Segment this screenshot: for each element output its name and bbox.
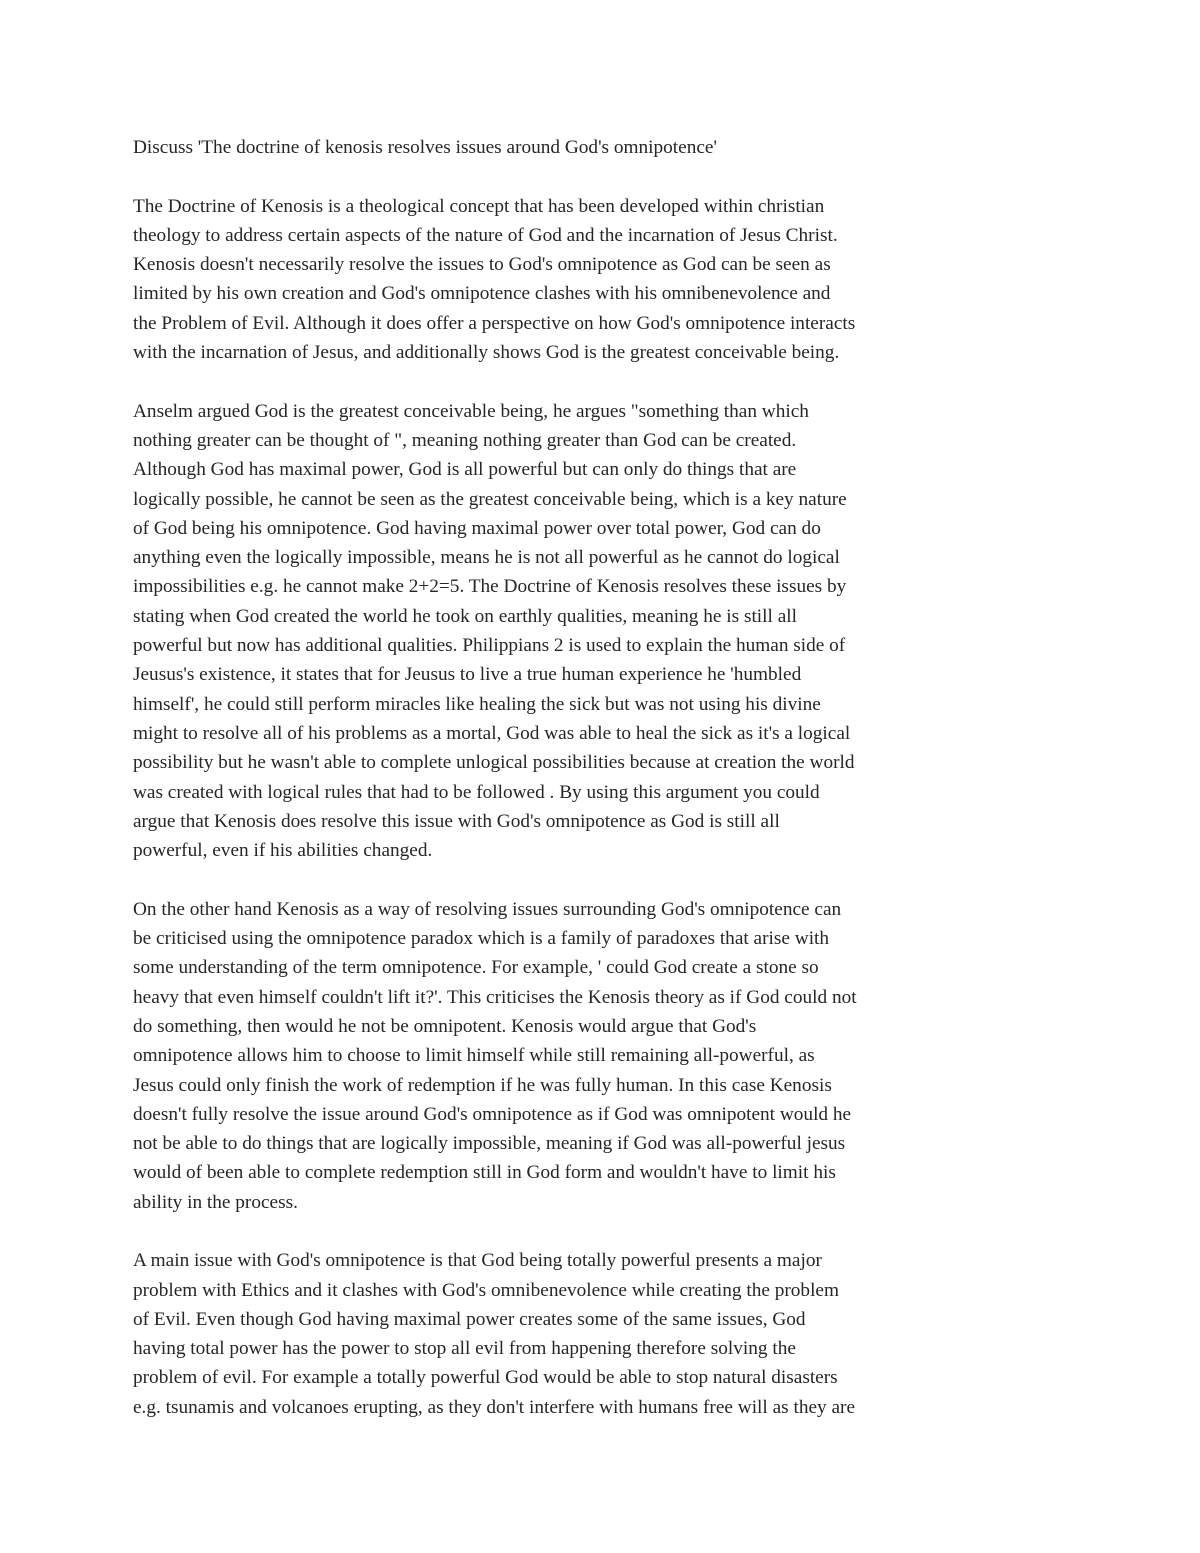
text-line: On the other hand Kenosis as a way of resolving issues surrounding God's omnipotence can <box>133 898 842 920</box>
paragraph <box>133 192 968 368</box>
paragraph-spacer <box>133 367 968 396</box>
text-line: stating when God created the world he took on earthly qualities, meaning he is still all <box>133 605 797 627</box>
text-line: of Evil. Even though God having maximal power creates some of the same issues, God <box>133 1308 806 1330</box>
paragraph-spacer <box>133 162 968 191</box>
paragraph <box>133 895 968 1217</box>
text-line: ability in the process. <box>133 1191 298 1213</box>
text-line: omnipotence allows him to choose to limit himself while still remaining all-powerful, as <box>133 1045 815 1067</box>
essay-title: Discuss 'The doctrine of kenosis resolves issues around God's omnipotence' <box>133 137 717 158</box>
text-line: theology to address certain aspects of the nature of God and the incarnation of Jesus Christ. <box>133 224 838 246</box>
paragraph-spacer <box>133 865 968 894</box>
text-line: Jeusus's existence, it states that for Jeusus to live a true human experience he 'humbled <box>133 664 802 686</box>
paragraph <box>133 1246 968 1422</box>
text-line: logically possible, he cannot be seen as the greatest conceivable being, which is a key nature <box>133 488 847 510</box>
paragraph-container <box>133 192 968 1422</box>
essay-body <box>133 133 968 1422</box>
text-line: e.g. tsunamis and volcanoes erupting, as they don't interfere with humans free will as they are <box>133 1396 856 1418</box>
text-line: might to resolve all of his problems as a mortal, God was able to heal the sick as it's a logical <box>133 722 851 744</box>
text-line: problem with Ethics and it clashes with God's omnibenevolence while creating the problem <box>133 1279 839 1301</box>
text-line: not be able to do things that are logically impossible, meaning if God was all-powerful jesus <box>133 1133 846 1155</box>
text-line: impossibilities e.g. he cannot make 2+2=5. The Doctrine of Kenosis resolves these issues by <box>133 576 847 598</box>
text-line: argue that Kenosis does resolve this issue with God's omnipotence as God is still all <box>133 810 780 832</box>
text-line: heavy that even himself couldn't lift it?'. This criticises the Kenosis theory as if God could not <box>133 986 857 1008</box>
text-line: having total power has the power to stop all evil from happening therefore solving the <box>133 1338 796 1360</box>
text-line: The Doctrine of Kenosis is a theological concept that has been developed within christian <box>133 195 825 217</box>
paragraph <box>133 397 968 866</box>
text-line: powerful, even if his abilities changed. <box>133 840 433 862</box>
text-line: doesn't fully resolve the issue around God's omnipotence as if God was omnipotent would he <box>133 1103 852 1125</box>
text-line: do something, then would he not be omnipotent. Kenosis would argue that God's <box>133 1015 757 1037</box>
text-line: of God being his omnipotence. God having maximal power over total power, God can do <box>133 517 821 539</box>
text-line: possibility but he wasn't able to complete unlogical possibilities because at creation the world <box>133 752 855 774</box>
text-line: limited by his own creation and God's omnipotence clashes with his omnibenevolence and <box>133 283 831 305</box>
text-line: be criticised using the omnipotence paradox which is a family of paradoxes that arise with <box>133 928 830 950</box>
text-line: the Problem of Evil. Although it does offer a perspective on how God's omnipotence interacts <box>133 312 856 334</box>
text-line: Jesus could only finish the work of redemption if he was fully human. In this case Kenosis <box>133 1074 832 1096</box>
text-line: A main issue with God's omnipotence is that God being totally powerful presents a major <box>133 1250 822 1272</box>
text-line: problem of evil. For example a totally powerful God would be able to stop natural disasters <box>133 1367 838 1389</box>
text-line: himself', he could still perform miracles like healing the sick but was not using his divine <box>133 693 821 715</box>
text-line: with the incarnation of Jesus, and additionally shows God is the greatest conceivable being. <box>133 342 840 364</box>
paragraph-spacer <box>133 1217 968 1246</box>
text-line: powerful but now has additional qualities. Philippians 2 is used to explain the human side of <box>133 635 846 657</box>
text-line: Kenosis doesn't necessarily resolve the issues to God's omnipotence as God can be seen as <box>133 254 831 276</box>
text-line: Although God has maximal power, God is all powerful but can only do things that are <box>133 459 797 481</box>
text-line: nothing greater can be thought of ", meaning nothing greater than God can be created. <box>133 429 797 451</box>
text-line: anything even the logically impossible, means he is not all powerful as he cannot do logical <box>133 547 840 569</box>
text-line: some understanding of the term omnipotence. For example, ' could God create a stone so <box>133 957 819 979</box>
text-line: would of been able to complete redemption still in God form and wouldn't have to limit his <box>133 1162 836 1184</box>
text-line: Anselm argued God is the greatest conceivable being, he argues "something than which <box>133 400 809 422</box>
text-line: was created with logical rules that had to be followed . By using this argument you could <box>133 781 820 803</box>
